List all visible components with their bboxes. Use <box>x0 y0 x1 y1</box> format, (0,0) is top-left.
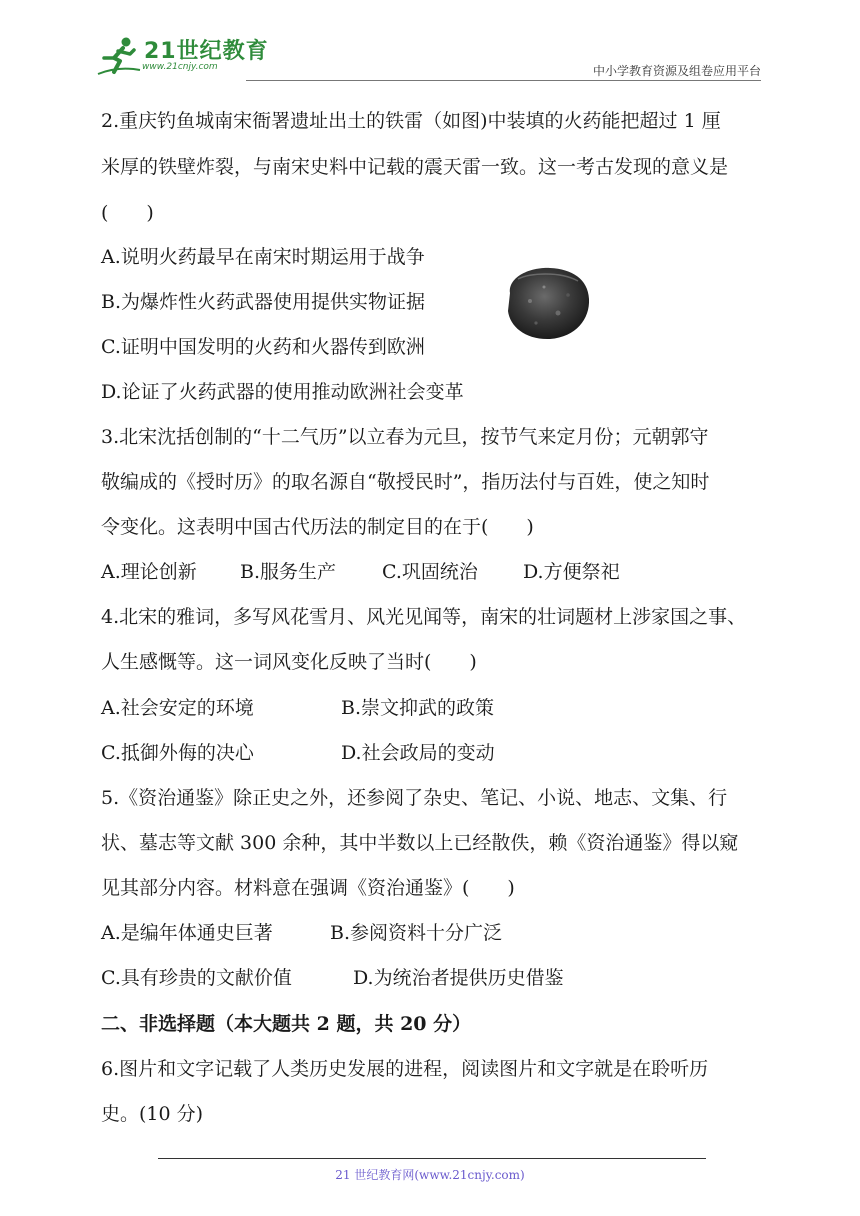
q3-option-a: A.理论创新 <box>101 561 197 583</box>
q2-line-2: 米厚的铁壁炸裂，与南宋史料中记载的震天雷一致。这一考古发现的意义是 <box>101 156 729 178</box>
q4-option-d: D.社会政局的变动 <box>341 742 495 764</box>
q5-line-1: 5.《资治通鉴》除正史之外，还参阅了杂史、笔记、小说、地志、文集、行 <box>101 787 728 809</box>
page-header <box>96 32 761 80</box>
section-2-heading: 二、非选择题（本大题共 2 题，共 20 分） <box>101 1013 472 1035</box>
q3-line-2: 敬编成的《授时历》的取名源自“敬授民时”，指历法付与百姓，使之知时 <box>101 471 710 493</box>
q3-line-1: 3.北宋沈括创制的“十二气历”以立春为元旦，按节气来定月份；元朝郭守 <box>101 426 709 448</box>
iron-bomb-photo <box>500 265 592 341</box>
q4-line-2: 人生感慨等。这一词风变化反映了当时( ) <box>101 651 477 673</box>
q3-option-c: C.巩固统治 <box>382 561 478 583</box>
header-tagline: 中小学教育资源及组卷应用平台 <box>592 64 761 78</box>
q3-option-b: B.服务生产 <box>240 561 337 583</box>
q5-option-b: B.参阅资料十分广泛 <box>330 922 503 944</box>
q4-line-1: 4.北宋的雅词，多写风花雪月、风光见闻等，南宋的壮词题材上涉家国之事、 <box>101 606 747 628</box>
q2-option-b: B.为爆炸性火药武器使用提供实物证据 <box>101 291 426 313</box>
q4-option-b: B.崇文抑武的政策 <box>341 697 495 719</box>
q2-line-3: ( ) <box>101 202 154 224</box>
q5-option-c: C.具有珍贵的文献价值 <box>101 967 292 989</box>
runner-logo-icon <box>96 36 142 76</box>
q5-option-d: D.为统治者提供历史借鉴 <box>353 967 564 989</box>
q4-option-a: A.社会安定的环境 <box>101 697 254 719</box>
q2-line-1: 2.重庆钓鱼城南宋衙署遗址出土的铁雷（如图)中装填的火药能把超过 1 厘 <box>101 110 721 132</box>
footer-divider <box>158 1158 706 1159</box>
logo-url: www.21cnjy.com <box>142 62 218 72</box>
q2-option-a: A.说明火药最早在南宋时期运用于战争 <box>101 246 425 268</box>
q3-option-d: D.方便祭祀 <box>523 561 620 583</box>
q6-line-1: 6.图片和文字记载了人类历史发展的进程，阅读图片和文字就是在聆听历 <box>101 1058 709 1080</box>
site-logo <box>96 32 269 78</box>
logo-text: 21世纪教育 <box>144 39 269 64</box>
q5-line-2: 状、墓志等文献 300 余种，其中半数以上已经散佚，赖《资治通鉴》得以窥 <box>101 832 739 854</box>
q5-option-a: A.是编年体通史巨著 <box>101 922 273 944</box>
q5-line-3: 见其部分内容。材料意在强调《资治通鉴》( ) <box>101 877 515 899</box>
header-divider <box>246 80 761 81</box>
q6-line-2: 史。(10 分) <box>101 1103 204 1125</box>
page-footer: 21 世纪教育网(www.21cnjy.com) <box>335 1168 525 1182</box>
q2-option-c: C.证明中国发明的火药和火器传到欧洲 <box>101 336 425 358</box>
q4-option-c: C.抵御外侮的决心 <box>101 742 254 764</box>
q3-line-3: 令变化。这表明中国古代历法的制定目的在于( ) <box>101 516 534 538</box>
q2-option-d: D.论证了火药武器的使用推动欧洲社会变革 <box>101 381 464 403</box>
